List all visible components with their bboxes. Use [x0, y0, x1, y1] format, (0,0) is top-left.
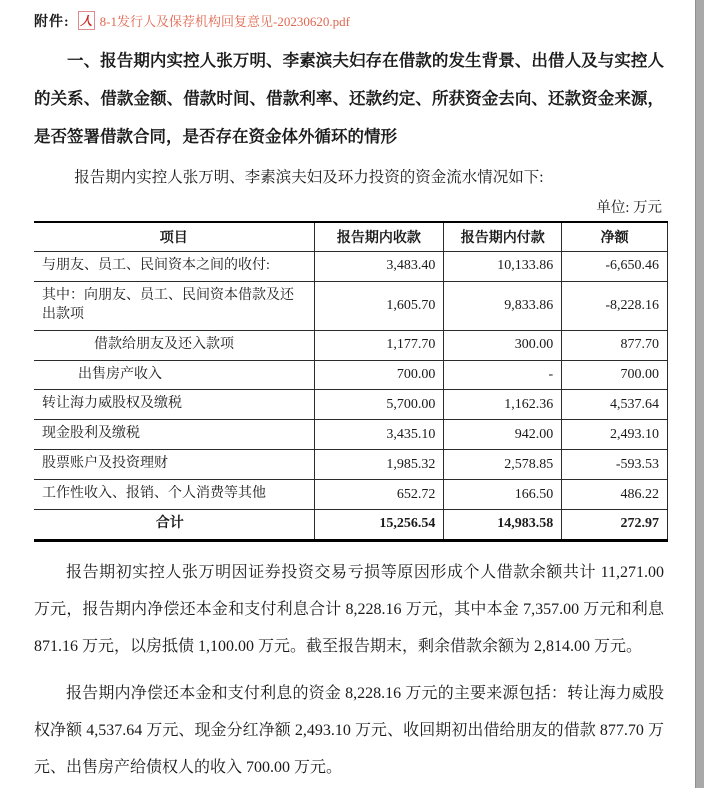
row-label: 其中：向朋友、员工、民间资本借款及还出款项 — [34, 281, 314, 330]
total-receipts: 15,256.54 — [314, 510, 444, 541]
col-header-item: 项目 — [34, 222, 314, 252]
row-payments: - — [444, 360, 562, 390]
row-receipts: 3,483.40 — [314, 252, 444, 282]
col-header-receipts: 报告期内收款 — [314, 222, 444, 252]
attachment-label: 附件: — [34, 14, 70, 30]
row-payments: 2,578.85 — [444, 450, 562, 480]
table-row — [34, 330, 668, 360]
row-receipts: 700.00 — [314, 360, 444, 390]
table-row — [34, 252, 668, 282]
row-payments: 300.00 — [444, 330, 562, 360]
table-total-row — [34, 510, 668, 541]
attachment-link[interactable]: 8-1发行人及保荐机构回复意见-20230620.pdf — [99, 14, 350, 29]
row-net: -593.53 — [562, 450, 668, 480]
pdf-icon[interactable]: 人 — [78, 11, 95, 30]
row-label: 与朋友、员工、民间资本之间的收付: — [34, 252, 314, 282]
row-payments: 942.00 — [444, 420, 562, 450]
total-net: 272.97 — [562, 510, 668, 541]
row-net: 877.70 — [562, 330, 668, 360]
row-net: 2,493.10 — [562, 420, 668, 450]
intro-paragraph: 报告期内实控人张万明、李素滨夫妇及环力投资的资金流水情况如下: — [74, 169, 544, 186]
body-paragraph-1: 报告期初实控人张万明因证券投资交易亏损等原因形成个人借款余额共计 11,271.00 万元，报告期内净偿还本金和支付利息合计 8,228.16 万元，其中本金 7,357.00 万元和利息 871.16 万元，以房抵债 1,100.00 万元。截至报告期末，剩余借款余额为 2,814.00 万元。 — [34, 563, 664, 655]
row-receipts: 1,985.32 — [314, 450, 444, 480]
row-net: -6,650.46 — [562, 252, 668, 282]
row-label: 转让海力威股权及缴税 — [34, 390, 314, 420]
table-row — [34, 480, 668, 510]
row-receipts: 3,435.10 — [314, 420, 444, 450]
table-row — [34, 360, 668, 390]
row-payments: 10,133.86 — [444, 252, 562, 282]
row-label: 出售房产收入 — [34, 360, 314, 390]
table-row — [34, 390, 668, 420]
row-payments: 9,833.86 — [444, 281, 562, 330]
row-payments: 1,162.36 — [444, 390, 562, 420]
row-receipts: 5,700.00 — [314, 390, 444, 420]
table-row — [34, 281, 668, 330]
row-label: 股票账户及投资理财 — [34, 450, 314, 480]
row-payments: 166.50 — [444, 480, 562, 510]
total-payments: 14,983.58 — [444, 510, 562, 541]
col-header-payments: 报告期内付款 — [444, 222, 562, 252]
row-label: 工作性收入、报销、个人消费等其他 — [34, 480, 314, 510]
row-receipts: 1,605.70 — [314, 281, 444, 330]
col-header-net: 净额 — [562, 222, 668, 252]
row-label: 借款给朋友及还入款项 — [34, 330, 314, 360]
row-net: -8,228.16 — [562, 281, 668, 330]
row-net: 4,537.64 — [562, 390, 668, 420]
row-net: 486.22 — [562, 480, 668, 510]
row-label: 现金股利及缴税 — [34, 420, 314, 450]
unit-label: 单位: 万元 — [596, 200, 662, 216]
scrollbar[interactable] — [695, 0, 704, 788]
cash-flow-table — [34, 221, 668, 542]
total-label: 合计 — [34, 510, 314, 541]
table-row — [34, 420, 668, 450]
row-net: 700.00 — [562, 360, 668, 390]
table-header-row — [34, 222, 668, 252]
attachment-row — [34, 0, 664, 32]
row-receipts: 1,177.70 — [314, 330, 444, 360]
row-receipts: 652.72 — [314, 480, 444, 510]
body-paragraph-2: 报告期内净偿还本金和支付利息的资金 8,228.16 万元的主要来源包括：转让海力威股权净额 4,537.64 万元、现金分红净额 2,493.10 万元、收回期初出借给朋友的借款 877.70 万元、出售房产给债权人的收入 700.00 万元。 — [34, 684, 664, 776]
section-heading: 一、报告期内实控人张万明、李素滨夫妇存在借款的发生背景、出借人及与实控人的关系、借款金额、借款时间、借款利率、还款约定、所获资金去向、还款资金来源，是否签署借款合同，是否存在资金体外循环的情形 — [34, 51, 664, 146]
table-row — [34, 450, 668, 480]
